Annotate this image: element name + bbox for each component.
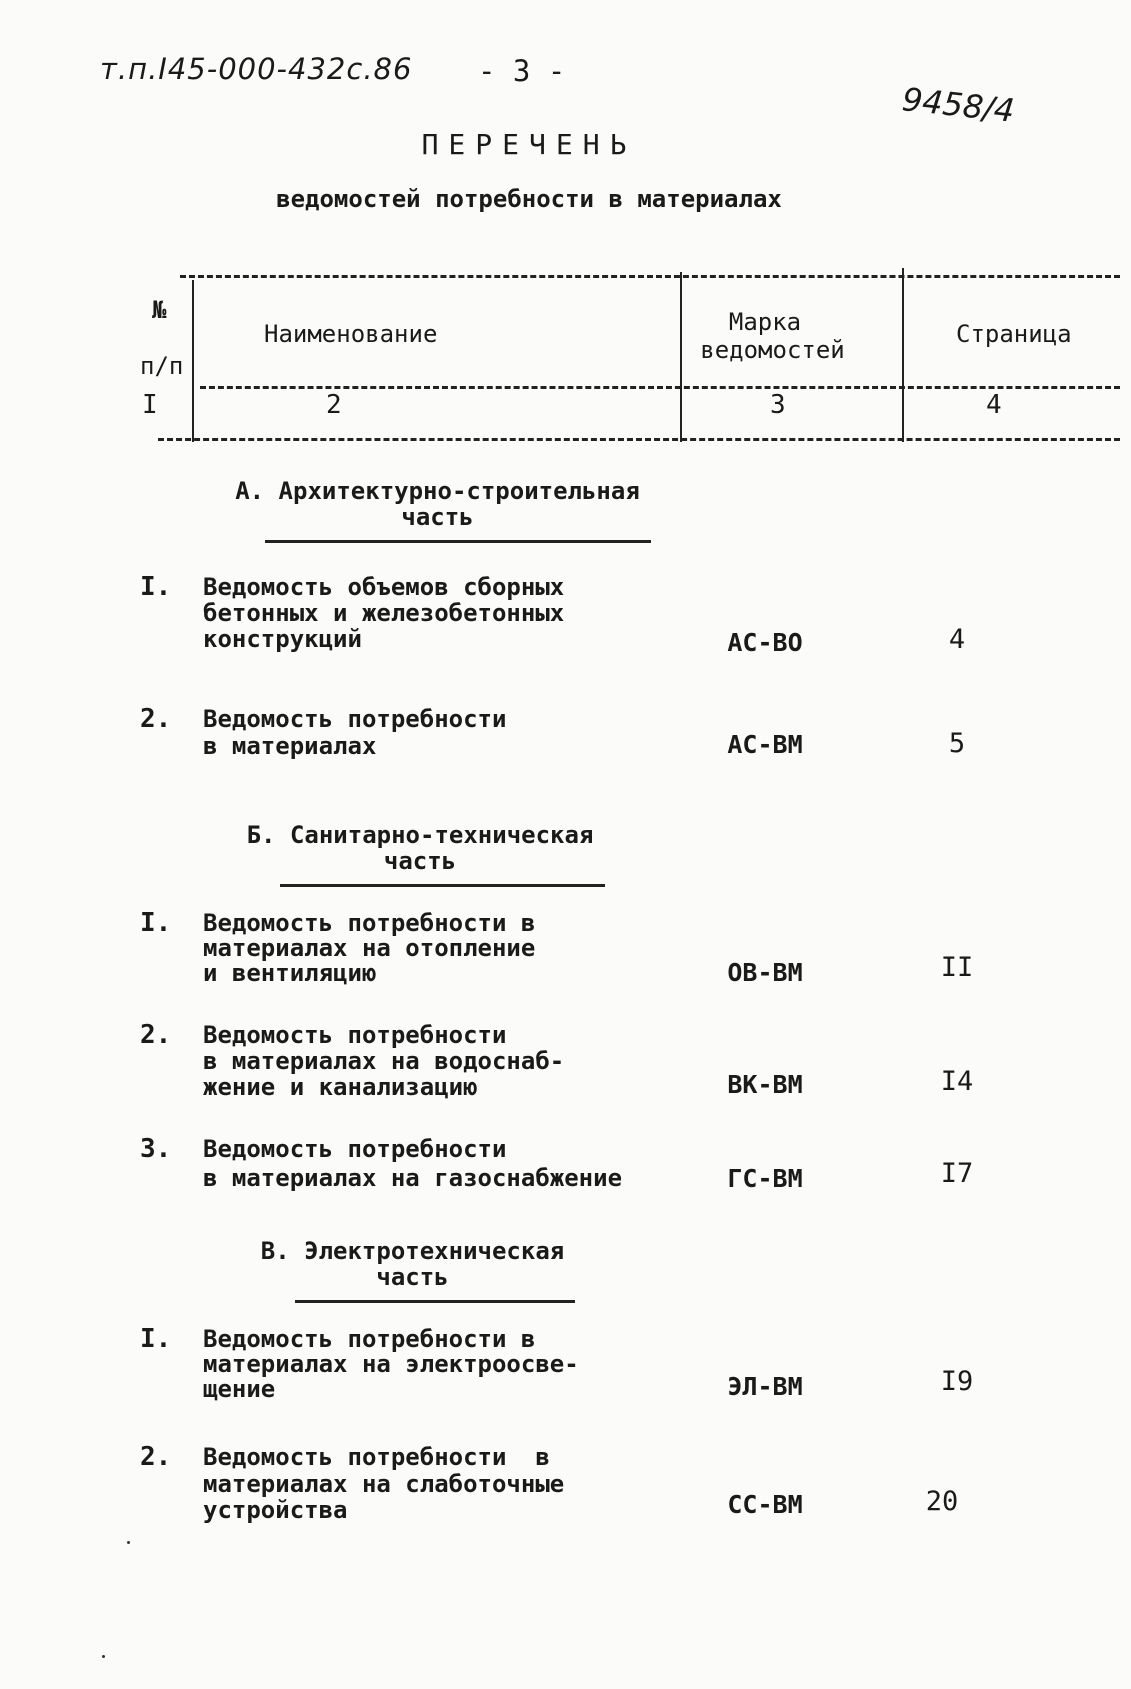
item-name-line: Ведомость потребности в [203,1325,536,1353]
item-code: ГС-ВМ [727,1164,803,1193]
section-v-underline [295,1300,575,1303]
header-col3-line1: Марка [728,308,802,336]
header-col2-label: Наименование [264,320,438,348]
header-num-2: 2 [326,390,342,420]
item-page: I7 [940,1158,974,1189]
item-name-line: щение [203,1375,276,1403]
section-a-underline [265,540,651,543]
item-code: АС-ВМ [727,730,803,759]
section-v-title-line1: В. Электротехническая [260,1237,565,1265]
item-code: СС-ВМ [727,1490,803,1519]
header-bottom-rule [158,438,1120,441]
item-number: I. [140,908,172,938]
item-name-line: Ведомость объемов сборных [203,573,565,601]
page-subtitle: ведомостей потребности в материалах [276,185,782,213]
header-num-3: 3 [770,390,786,420]
item-page: 20 [925,1486,959,1517]
item-name-line: материалах на отопление [203,934,536,962]
header-col3-line2: ведомостей [700,336,845,364]
item-name-line: бетонных и железобетонных [203,599,565,627]
item-number: I. [140,1324,172,1354]
item-page: 5 [948,728,966,759]
header-divider-1 [192,280,194,442]
page-number: - 3 - [478,54,566,88]
item-name-line: в материалах на газоснабжение [203,1164,623,1192]
item-name-line: материалах на слаботочные [203,1470,565,1498]
item-page: 4 [948,624,966,655]
item-page: II [940,952,974,983]
item-code: АС-ВО [727,628,803,657]
item-number: I. [140,572,172,602]
item-name-line: в материалах [203,732,377,760]
section-b-title-line1: Б. Санитарно-техническая [246,821,594,849]
item-name-line: Ведомость потребности [203,1135,507,1163]
item-number: 2. [140,1020,172,1050]
item-name-line: конструкций [203,625,362,653]
item-name-line: материалах на электроосве- [203,1350,579,1378]
item-name-line: и вентиляцию [203,959,377,987]
page-title: ПЕРЕЧЕНЬ [421,128,637,161]
header-mid-rule [200,386,1120,389]
header-divider-3 [902,268,904,442]
section-a-title-line2: часть [401,503,474,531]
item-name-line: в материалах на водоснаб- [203,1047,565,1075]
section-v-title-line2: часть [376,1263,449,1291]
item-name-line: устройства [203,1496,348,1524]
item-code: ЭЛ-ВМ [727,1372,803,1401]
header-num-1: I [142,390,158,420]
item-page: I4 [940,1066,974,1097]
item-name-line: Ведомость потребности [203,1021,507,1049]
item-name-line: жение и канализацию [203,1073,478,1101]
scan-speck [102,1655,105,1658]
document-code: т.п.I45-000-432с.86 [100,52,413,86]
item-number: 2. [140,1442,172,1472]
item-name-line: Ведомость потребности [203,705,507,733]
header-col4-label: Страница [956,320,1072,348]
header-col1-symbol: № [152,296,167,324]
item-page: I9 [940,1366,974,1397]
archive-number: 9458/4 [900,80,1017,130]
item-name-line: Ведомость потребности в [203,909,536,937]
header-top-rule [180,275,1120,278]
header-col1-label: п/п [140,352,184,380]
item-number: 2. [140,704,172,734]
item-code: ОВ-ВМ [727,958,803,987]
header-num-4: 4 [986,390,1002,420]
section-a-title-line1: А. Архитектурно-строительная [235,477,640,505]
section-b-underline [280,884,605,887]
scan-speck [127,1541,130,1544]
item-code: ВК-ВМ [727,1070,803,1099]
item-name-line: Ведомость потребности в [203,1443,550,1471]
section-b-title-line2: часть [383,847,457,875]
item-number: 3. [140,1134,172,1164]
